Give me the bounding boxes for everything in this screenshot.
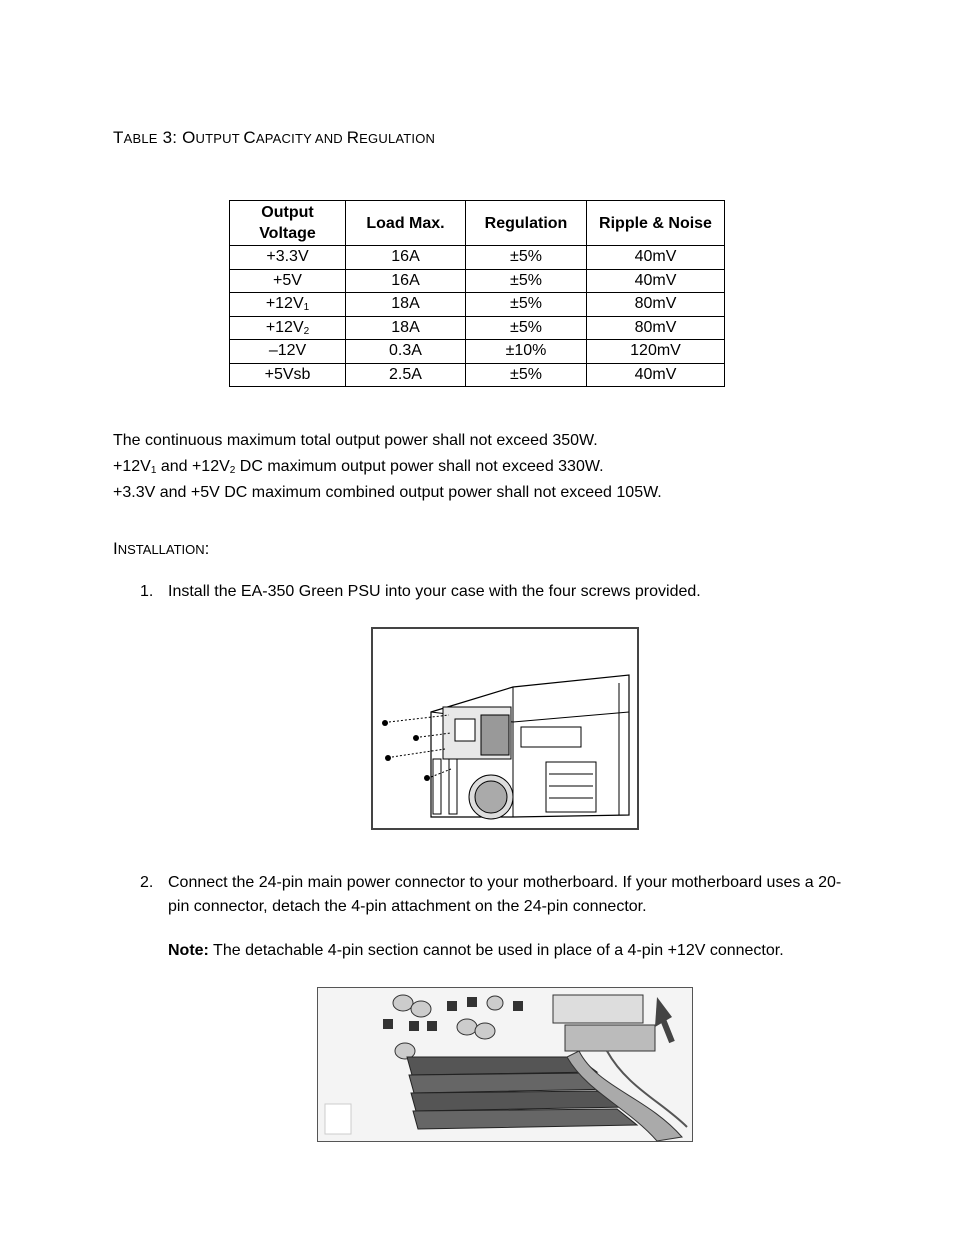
cell-voltage: +5Vsb xyxy=(230,363,346,387)
note-detachable xyxy=(168,939,848,963)
table-title: TABLE 3: OUTPUT CAPACITY AND REGULATION xyxy=(113,128,436,147)
psu-case-installation-figure xyxy=(371,627,639,830)
cell-regulation: ±10% xyxy=(466,340,587,364)
cell-regulation: ±5% xyxy=(466,269,587,293)
step-1-number: 1. xyxy=(140,583,154,600)
step-1-text: Install the EA-350 Green PSU into your case with the four screws provided. xyxy=(168,583,701,600)
note-label: Note: xyxy=(168,942,209,959)
table-row xyxy=(230,363,725,387)
cell-load: 2.5A xyxy=(346,363,466,387)
cell-regulation: ±5% xyxy=(466,246,587,270)
cell-voltage: +5V xyxy=(230,269,346,293)
table-row xyxy=(230,293,725,317)
installation-heading: INSTALLATION: xyxy=(113,539,210,558)
cell-ripple: 40mV xyxy=(587,363,725,387)
header-load-max: Load Max. xyxy=(346,201,466,246)
cell-regulation: ±5% xyxy=(466,363,587,387)
motherboard-connector-figure xyxy=(317,987,693,1142)
table-row xyxy=(230,246,725,270)
note-text: The detachable 4-pin section cannot be used in place of a 4-pin +12V connector. xyxy=(208,942,784,959)
psu-case-illustration xyxy=(371,627,639,830)
table-header-row xyxy=(230,201,725,246)
cell-ripple: 120mV xyxy=(587,340,725,364)
cell-voltage: $+12V_2$ xyxy=(230,316,346,340)
cell-voltage: –12V xyxy=(230,340,346,364)
table-row xyxy=(230,316,725,340)
header-ripple-noise: Ripple & Noise xyxy=(587,201,725,246)
table-row xyxy=(230,269,725,293)
note-12v-power: $+12V_1$ and $+12V_2$ DC maximum output power shall not exceed 330W. xyxy=(113,458,604,476)
output-capacity-table xyxy=(229,200,725,387)
note-combined-power: +3.3V and +5V DC maximum combined output power shall not exceed 105W. xyxy=(113,484,662,501)
cell-load: 16A xyxy=(346,269,466,293)
header-regulation: Regulation xyxy=(466,201,587,246)
cell-ripple: 80mV xyxy=(587,316,725,340)
cell-voltage: $+12V_1$ xyxy=(230,293,346,317)
cell-load: 0.3A xyxy=(346,340,466,364)
motherboard-connector-illustration xyxy=(317,987,693,1142)
cell-regulation: ±5% xyxy=(466,316,587,340)
cell-load: 18A xyxy=(346,293,466,317)
table-row xyxy=(230,340,725,364)
header-output-voltage: Output Voltage xyxy=(230,201,346,246)
cell-voltage: +3.3V xyxy=(230,246,346,270)
step-2-number: 2. xyxy=(140,874,154,891)
cell-regulation: ±5% xyxy=(466,293,587,317)
note-total-power: The continuous maximum total output power shall not exceed 350W. xyxy=(113,432,598,449)
cell-ripple: 40mV xyxy=(587,269,725,293)
cell-ripple: 40mV xyxy=(587,246,725,270)
cell-load: 16A xyxy=(346,246,466,270)
cell-ripple: 80mV xyxy=(587,293,725,317)
step-2-text: Connect the 24-pin main power connector to your motherboard. If your motherboard uses a 20-pin connector, detach the 4-pin attachment on the 24-pin connector. xyxy=(168,874,842,915)
cell-load: 18A xyxy=(346,316,466,340)
